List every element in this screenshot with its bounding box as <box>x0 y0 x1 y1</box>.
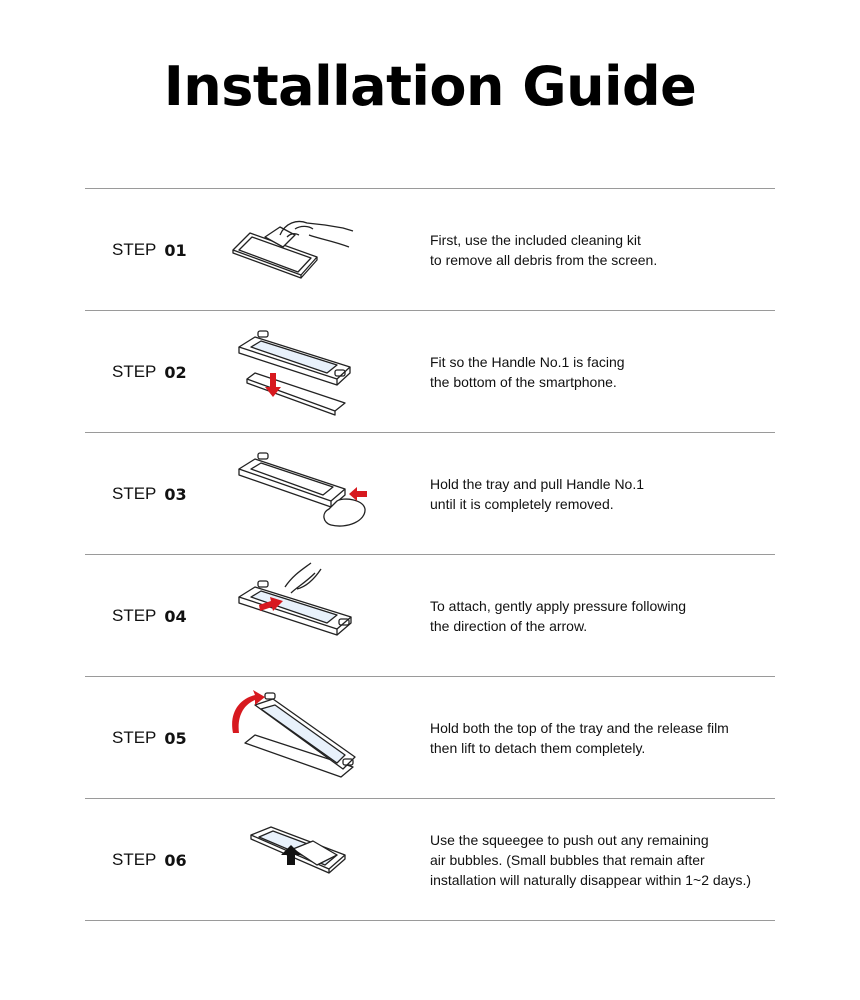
step-number: 06 <box>164 850 187 870</box>
step-text-line: then lift to detach them completely. <box>430 740 646 756</box>
step-description <box>430 677 775 799</box>
step-text-line: the direction of the arrow. <box>430 618 588 634</box>
step-description <box>430 555 775 677</box>
step-row-05 <box>85 676 775 798</box>
step-label <box>112 433 187 555</box>
step-description <box>430 311 775 433</box>
step-text-line: Hold the tray and pull Handle No.1 <box>430 476 645 492</box>
step-text-line: Fit so the Handle No.1 is facing <box>430 354 625 370</box>
step-description <box>430 189 775 311</box>
tray-on-phone-icon <box>225 317 365 427</box>
step-text-line: to remove all debris from the screen. <box>430 252 658 268</box>
step-number: 01 <box>164 240 187 260</box>
step-row-03 <box>85 432 775 554</box>
step-description <box>430 799 775 921</box>
step-text-line: installation will naturally disappear within 1~2 days.) <box>430 872 752 888</box>
step-word: STEP <box>112 362 157 381</box>
step-row-02 <box>85 310 775 432</box>
step-word: STEP <box>112 484 157 503</box>
step-word: STEP <box>112 850 157 869</box>
step-label <box>112 311 187 433</box>
step-number: 05 <box>164 728 187 748</box>
step-label <box>112 555 187 677</box>
step-label <box>112 799 187 921</box>
step-text-line: air bubbles. (Small bubbles that remain after <box>430 852 705 868</box>
steps-list <box>85 188 775 921</box>
step-number: 04 <box>164 606 187 626</box>
step-row-01 <box>85 188 775 310</box>
step-row-04 <box>85 554 775 676</box>
pull-handle-icon <box>225 439 365 549</box>
step-word: STEP <box>112 728 157 747</box>
step-number: 03 <box>164 484 187 504</box>
step-label <box>112 677 187 799</box>
step-text-line: the bottom of the smartphone. <box>430 374 617 390</box>
step-row-06 <box>85 798 775 921</box>
squeegee-icon <box>225 805 365 915</box>
step-word: STEP <box>112 240 157 259</box>
press-film-icon <box>225 561 365 671</box>
cleaning-phone-icon <box>225 195 365 305</box>
lift-tray-icon <box>225 683 365 793</box>
step-text-line: Use the squeegee to push out any remaining <box>430 832 709 848</box>
step-text-line: To attach, gently apply pressure following <box>430 598 687 614</box>
page-title: Installation Guide <box>163 55 697 118</box>
step-number: 02 <box>164 362 187 382</box>
step-text-line: Hold both the top of the tray and the release film <box>430 720 729 736</box>
step-description <box>430 433 775 555</box>
step-text-line: First, use the included cleaning kit <box>430 232 641 248</box>
step-text-line: until it is completely removed. <box>430 496 614 512</box>
step-word: STEP <box>112 606 157 625</box>
step-label <box>112 189 187 311</box>
